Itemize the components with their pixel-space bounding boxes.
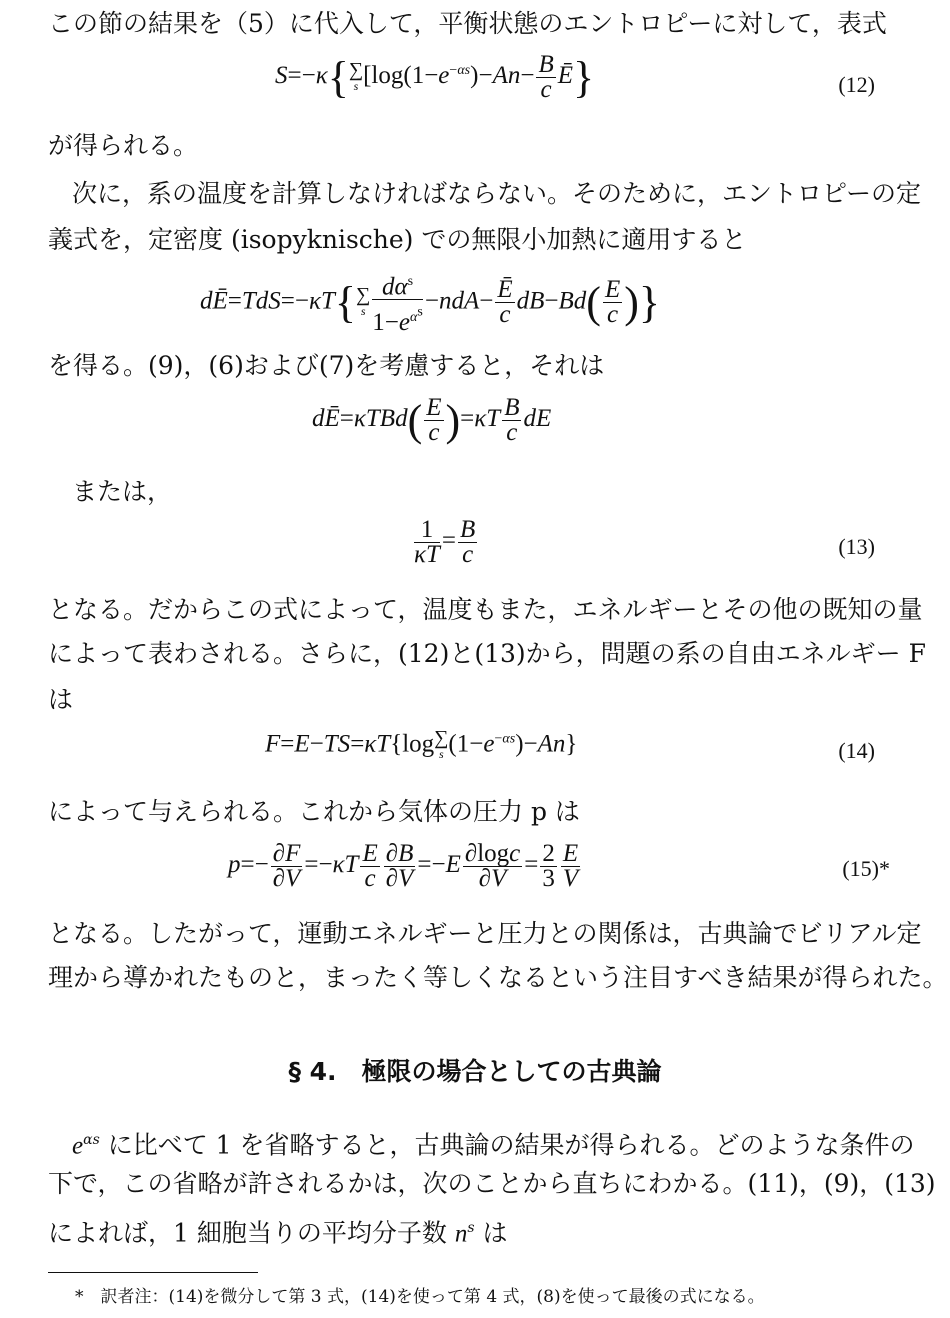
paragraph-classical-line1-text: に比べて 1 を省略すると，古典論の結果が得られる。どのような条件の bbox=[107, 1130, 915, 1160]
footnote-rule bbox=[48, 1272, 258, 1273]
paragraph-pressure: によって与えられる。これから気体の圧力 p は bbox=[48, 797, 580, 826]
paragraph-virial-line1: となる。したがって，運動エネルギーと圧力との関係は，古典論でビリアル定 bbox=[48, 919, 922, 948]
equation-12: S=−κ{∑ s [$\log(1-e^{-\alpha s})-An-$ $\frac{B}{c}$ Ē} bbox=[275, 51, 595, 103]
equation-dE: dĒ=TdS=−κT{∑ s $\frac{d\alpha^s}{1-e^{\alpha^s}}$ −ndA− $\frac{Ē}{c}$ dB−Bd( $\frac{E}{c}$ )} bbox=[200, 270, 660, 335]
section-heading: § 4. 極限の場合としての古典論 bbox=[288, 1057, 662, 1086]
equation-number-12: (12) bbox=[838, 72, 875, 97]
paragraph-classical-line3-end: は bbox=[482, 1218, 508, 1248]
paragraph-classical-line3: によれば，1 細胞当りの平均分子数 $n^s$ は bbox=[48, 1218, 508, 1248]
equation-13: $\frac{1}{\kappa T}$ = $\frac{B}{c}$ bbox=[414, 516, 476, 568]
paragraph-considering: を得る。(9)，(6)および(7)を考慮すると，それは bbox=[48, 351, 605, 380]
paragraph-energy-line3: は bbox=[48, 685, 74, 714]
equation-number-13: (13) bbox=[838, 534, 875, 559]
paragraph-energy-line2: によって表わされる。さらに，(12)と(13)から，問題の系の自由エネルギー F bbox=[48, 639, 926, 668]
paragraph-classical-line1: $e^{\alpha s}$ に比べて 1 を省略すると，古典論の結果が得られる。どのような条件の bbox=[72, 1130, 915, 1160]
paragraph-virial-line2: 理から導かれたものと，まったく等しくなるという注目すべき結果が得られた。 bbox=[48, 963, 948, 992]
equation-14: F=E−TS=κT{log∑ s $(1-e^{-\alpha s})-An$} bbox=[265, 727, 578, 761]
paragraph-temperature-line1: 次に，系の温度を計算しなければならない。そのために，エントロピーの定 bbox=[72, 179, 922, 208]
equation-number-15: (15)* bbox=[842, 856, 890, 881]
equation-15: p=− $\frac{\partial F}{\partial V}$ =−κT $\frac{E}{c}$ $\frac{\partial B}{\partial V}$ =−E $\frac{\partial\log c}{\partial V}$ = $\frac{2}{3}$ $\frac{E}{V}$ bbox=[228, 840, 579, 892]
paragraph-classical-line3-text: によれば，1 細胞当りの平均分子数 bbox=[48, 1218, 447, 1248]
paragraph-energy-line1: となる。だからこの式によって，温度もまた，エネルギーとその他の既知の量 bbox=[48, 595, 923, 624]
paragraph-classical-line2: 下で，この省略が許されるかは，次のことから直ちにわかる。(11)，(9)，(13) bbox=[48, 1169, 936, 1198]
paragraph-or: または， bbox=[72, 477, 173, 506]
paragraph-intro: この節の結果を（5）に代入して，平衡状態のエントロピーに対して，表式 bbox=[48, 9, 887, 38]
equation-dE-simplified: dĒ=κTBd( $\frac{E}{c}$ )=κT $\frac{B}{c}$ dE bbox=[312, 394, 552, 446]
equation-number-14: (14) bbox=[838, 738, 875, 763]
footnote: * 訳者注：(14)を微分して第 3 式，(14)を使って第 4 式，(8)を使って最後の式になる。 bbox=[75, 1287, 765, 1307]
paragraph-obtained: が得られる。 bbox=[48, 131, 199, 160]
paragraph-temperature-line2: 義式を，定密度 (isopyknische) での無限小加熱に適用すると bbox=[48, 225, 747, 254]
